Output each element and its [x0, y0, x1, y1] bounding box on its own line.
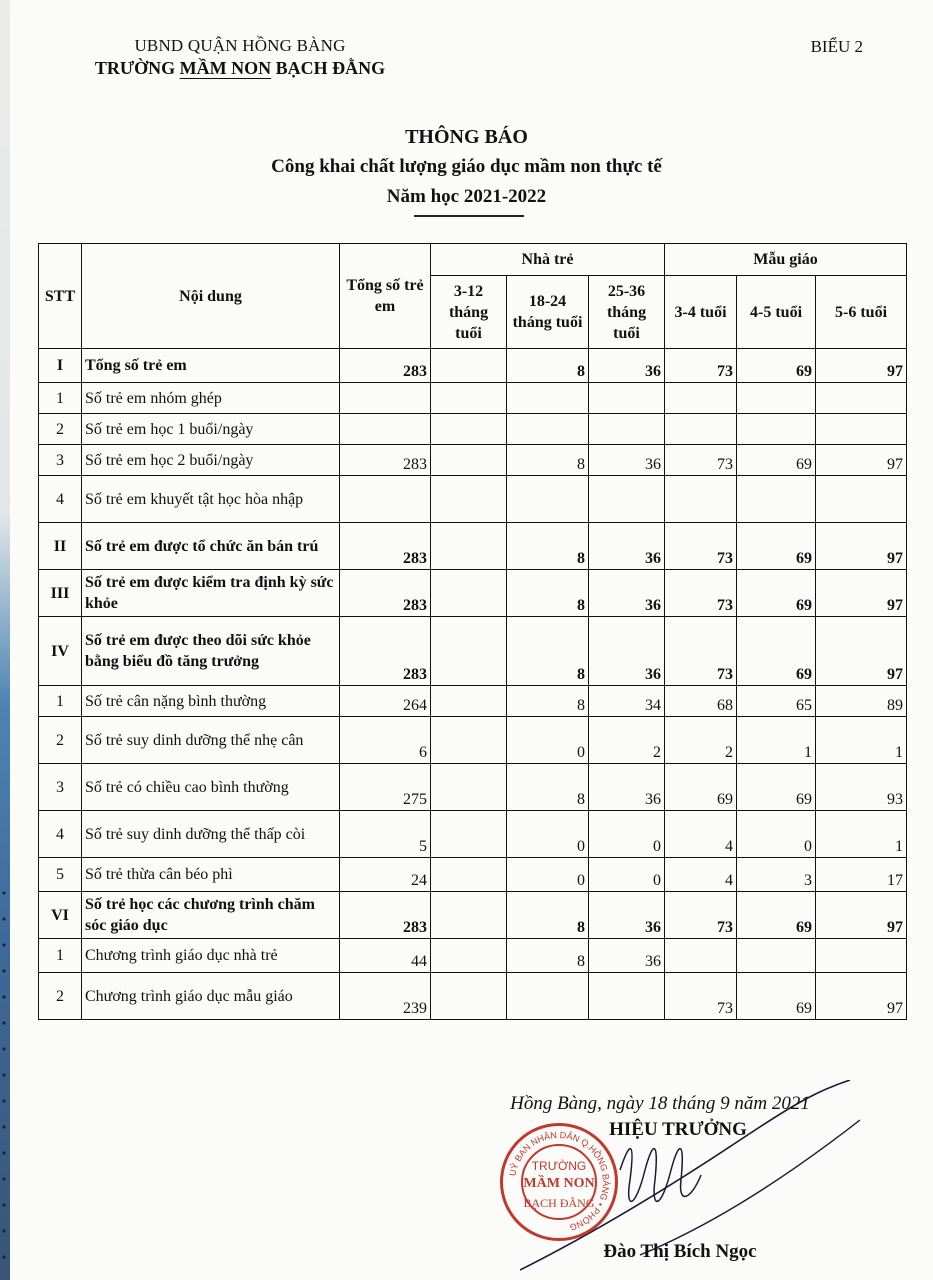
cell-n3: 34 — [589, 686, 665, 717]
table-row — [39, 973, 907, 1020]
cell-n1 — [431, 445, 507, 476]
cell-k1: 73 — [665, 445, 737, 476]
school-name-suffix: BẠCH ĐẰNG — [271, 58, 386, 78]
cell-k1: 2 — [665, 717, 737, 764]
cell-n2: 0 — [507, 811, 589, 858]
cell-total: 44 — [340, 939, 431, 973]
cell-n2: 8 — [507, 892, 589, 939]
cell-total: 5 — [340, 811, 431, 858]
cell-k3: 97 — [816, 973, 907, 1020]
cell-total: 283 — [340, 445, 431, 476]
cell-n1 — [431, 686, 507, 717]
cell-n2: 8 — [507, 617, 589, 686]
cell-k2: 1 — [737, 717, 816, 764]
cell-k2: 69 — [737, 349, 816, 383]
cell-total: 283 — [340, 523, 431, 570]
header-age-5-6-years: 5-6 tuổi — [816, 276, 907, 349]
cell-n2: 8 — [507, 570, 589, 617]
cell-n3: 36 — [589, 523, 665, 570]
cell-k1: 73 — [665, 570, 737, 617]
cell-n3: 36 — [589, 892, 665, 939]
document-subtitle: Công khai chất lượng giáo dục mầm non thực tế — [271, 156, 662, 177]
cell-k3: 17 — [816, 858, 907, 892]
cell-k3: 1 — [816, 811, 907, 858]
cell-k3 — [816, 414, 907, 445]
row-stt: 4 — [39, 476, 82, 523]
education-quality-table — [38, 243, 907, 1020]
cell-total — [340, 414, 431, 445]
row-stt: 3 — [39, 445, 82, 476]
header-age-3-4-years: 3-4 tuổi — [665, 276, 737, 349]
cell-k2 — [737, 414, 816, 445]
cell-n1 — [431, 892, 507, 939]
row-content: Số trẻ có chiều cao bình thường — [82, 764, 340, 811]
cell-k2: 69 — [737, 764, 816, 811]
row-stt: 1 — [39, 686, 82, 717]
cell-k1 — [665, 476, 737, 523]
cell-k2 — [737, 383, 816, 414]
header-age-18-24-months: 18-24 tháng tuổi — [507, 276, 589, 349]
cell-n1 — [431, 523, 507, 570]
row-content: Số trẻ em học 1 buổi/ngày — [82, 414, 340, 445]
cell-k3: 97 — [816, 523, 907, 570]
table-row — [39, 717, 907, 764]
form-code: BIỂU 2 — [810, 37, 863, 56]
cell-n3: 36 — [589, 570, 665, 617]
cell-k3 — [816, 939, 907, 973]
cell-k2 — [737, 476, 816, 523]
row-content: Số trẻ suy dinh dưỡng thể nhẹ cân — [82, 717, 340, 764]
document-title-block — [0, 122, 933, 217]
cell-n2: 8 — [507, 349, 589, 383]
cell-n2 — [507, 383, 589, 414]
table-row — [39, 858, 907, 892]
cell-k2: 69 — [737, 617, 816, 686]
cell-k2: 69 — [737, 892, 816, 939]
row-content: Số trẻ học các chương trình chăm sóc giáo dục — [82, 892, 340, 939]
cell-k3: 97 — [816, 617, 907, 686]
cell-total — [340, 383, 431, 414]
cell-n1 — [431, 476, 507, 523]
cell-total — [340, 476, 431, 523]
cell-k2: 0 — [737, 811, 816, 858]
header-content: Nội dung — [82, 244, 340, 349]
header-nursery-group: Nhà trẻ — [431, 244, 665, 276]
cell-n1 — [431, 570, 507, 617]
row-stt: 5 — [39, 858, 82, 892]
stamp-line-3: BẠCH ĐẰNG — [523, 1196, 595, 1210]
table-row — [39, 764, 907, 811]
header-stt: STT — [39, 244, 82, 349]
row-stt: 3 — [39, 764, 82, 811]
cell-k2: 69 — [737, 523, 816, 570]
row-stt: IV — [39, 617, 82, 686]
row-content: Số trẻ em được tổ chức ăn bán trú — [82, 523, 340, 570]
cell-k2: 3 — [737, 858, 816, 892]
cell-total: 283 — [340, 617, 431, 686]
cell-n2: 8 — [507, 764, 589, 811]
table-row — [39, 476, 907, 523]
row-content: Số trẻ cân nặng bình thường — [82, 686, 340, 717]
table-row — [39, 939, 907, 973]
table-row — [39, 349, 907, 383]
school-name-prefix: TRƯỜNG — [94, 58, 180, 78]
table-row — [39, 686, 907, 717]
cell-n1 — [431, 717, 507, 764]
cell-k1: 4 — [665, 858, 737, 892]
cell-n1 — [431, 973, 507, 1020]
cell-k1: 4 — [665, 811, 737, 858]
row-content: Số trẻ suy dinh dưỡng thể thấp còi — [82, 811, 340, 858]
cell-n3: 36 — [589, 764, 665, 811]
cell-n2 — [507, 414, 589, 445]
cell-k1: 73 — [665, 617, 737, 686]
cell-n1 — [431, 764, 507, 811]
cell-n1 — [431, 414, 507, 445]
cell-n3 — [589, 476, 665, 523]
cell-total: 283 — [340, 349, 431, 383]
row-stt: I — [39, 349, 82, 383]
cell-k1: 73 — [665, 349, 737, 383]
cell-n2: 8 — [507, 523, 589, 570]
cell-k1: 73 — [665, 973, 737, 1020]
header-total: Tổng số trẻ em — [340, 244, 431, 349]
document-title: THÔNG BÁO — [405, 126, 528, 148]
table-row — [39, 523, 907, 570]
table-row — [39, 383, 907, 414]
cell-k2: 69 — [737, 570, 816, 617]
cell-n2: 8 — [507, 686, 589, 717]
cell-k3: 89 — [816, 686, 907, 717]
cell-k3 — [816, 383, 907, 414]
row-content: Số trẻ em nhóm ghép — [82, 383, 340, 414]
cell-n3 — [589, 383, 665, 414]
cell-k2: 69 — [737, 973, 816, 1020]
cell-n3: 36 — [589, 939, 665, 973]
cell-k1: 68 — [665, 686, 737, 717]
cell-n1 — [431, 383, 507, 414]
row-stt: 4 — [39, 811, 82, 858]
row-content: Số trẻ em khuyết tật học hòa nhập — [82, 476, 340, 523]
cell-k1 — [665, 414, 737, 445]
header-kindergarten-group: Mẫu giáo — [665, 244, 907, 276]
cell-n1 — [431, 617, 507, 686]
cell-n3: 36 — [589, 617, 665, 686]
cell-n2: 8 — [507, 939, 589, 973]
cell-k2 — [737, 939, 816, 973]
cell-total: 6 — [340, 717, 431, 764]
signer-name: Đào Thị Bích Ngọc — [603, 1241, 757, 1262]
stamp-line-2: MẦM NON — [523, 1176, 595, 1191]
table-row — [39, 414, 907, 445]
row-content: Số trẻ em được theo dõi sức khỏe bằng biểu đồ tăng trưởng — [82, 617, 340, 686]
row-content: Số trẻ thừa cân béo phì — [82, 858, 340, 892]
table-header-row — [39, 244, 907, 276]
cell-k3: 93 — [816, 764, 907, 811]
cell-n3: 0 — [589, 858, 665, 892]
cell-total: 283 — [340, 892, 431, 939]
row-content: Chương trình giáo dục nhà trẻ — [82, 939, 340, 973]
issuing-authority-block — [70, 36, 410, 79]
signer-role: HIỆU TRƯỞNG — [609, 1119, 747, 1140]
row-content: Chương trình giáo dục mẫu giáo — [82, 973, 340, 1020]
cell-n2 — [507, 476, 589, 523]
row-stt: 1 — [39, 383, 82, 414]
cell-k1 — [665, 939, 737, 973]
row-stt: 2 — [39, 717, 82, 764]
table-row — [39, 445, 907, 476]
school-year: Năm học 2021-2022 — [386, 186, 547, 207]
row-stt: III — [39, 570, 82, 617]
cell-n2: 0 — [507, 858, 589, 892]
cell-k1: 73 — [665, 523, 737, 570]
cell-k2: 69 — [737, 445, 816, 476]
cell-k3: 97 — [816, 349, 907, 383]
cell-total: 275 — [340, 764, 431, 811]
authority-name: UBND QUẬN HỒNG BÀNG — [134, 36, 346, 55]
table-row — [39, 617, 907, 686]
header-age-3-12-months: 3-12 tháng tuổi — [431, 276, 507, 349]
cell-total: 264 — [340, 686, 431, 717]
school-name-underlined: MẦM NON — [179, 58, 272, 78]
cell-k1 — [665, 383, 737, 414]
svg-text:UỶ BAN NHÂN DÂN Q.HỒNG BÀNG •: UỶ BAN NHÂN DÂN Q.HỒNG BÀNG • PHÒNG — [507, 1129, 612, 1233]
cell-total: 239 — [340, 973, 431, 1020]
row-content: Số trẻ em được kiểm tra định kỳ sức khỏe — [82, 570, 340, 617]
cell-n2: 0 — [507, 717, 589, 764]
row-stt: 2 — [39, 414, 82, 445]
cell-n3 — [589, 973, 665, 1020]
row-content: Số trẻ em học 2 buổi/ngày — [82, 445, 340, 476]
cell-k3 — [816, 476, 907, 523]
cell-n2 — [507, 973, 589, 1020]
cell-n3 — [589, 414, 665, 445]
cell-n1 — [431, 811, 507, 858]
scan-edge-perforation — [0, 880, 8, 1280]
title-underline — [414, 215, 524, 217]
cell-n2: 8 — [507, 445, 589, 476]
row-content: Tổng số trẻ em — [82, 349, 340, 383]
row-stt: 2 — [39, 973, 82, 1020]
table-row — [39, 811, 907, 858]
row-stt: II — [39, 523, 82, 570]
cell-k3: 1 — [816, 717, 907, 764]
cell-n1 — [431, 858, 507, 892]
table-row — [39, 892, 907, 939]
cell-k1: 69 — [665, 764, 737, 811]
cell-k2: 65 — [737, 686, 816, 717]
header-age-4-5-years: 4-5 tuổi — [737, 276, 816, 349]
table-row — [39, 570, 907, 617]
cell-n3: 0 — [589, 811, 665, 858]
cell-n1 — [431, 349, 507, 383]
cell-n3: 2 — [589, 717, 665, 764]
cell-total: 24 — [340, 858, 431, 892]
cell-k3: 97 — [816, 445, 907, 476]
row-stt: VI — [39, 892, 82, 939]
school-name — [70, 58, 410, 79]
cell-total: 283 — [340, 570, 431, 617]
cell-n3: 36 — [589, 349, 665, 383]
cell-n3: 36 — [589, 445, 665, 476]
place-and-date: Hồng Bàng, ngày 18 tháng 9 năm 2021 — [510, 1093, 810, 1114]
stamp-line-1: TRƯỜNG — [531, 1159, 587, 1173]
header-age-25-36-months: 25-36 tháng tuổi — [589, 276, 665, 349]
cell-k3: 97 — [816, 892, 907, 939]
row-stt: 1 — [39, 939, 82, 973]
cell-n1 — [431, 939, 507, 973]
cell-k1: 73 — [665, 892, 737, 939]
cell-k3: 97 — [816, 570, 907, 617]
